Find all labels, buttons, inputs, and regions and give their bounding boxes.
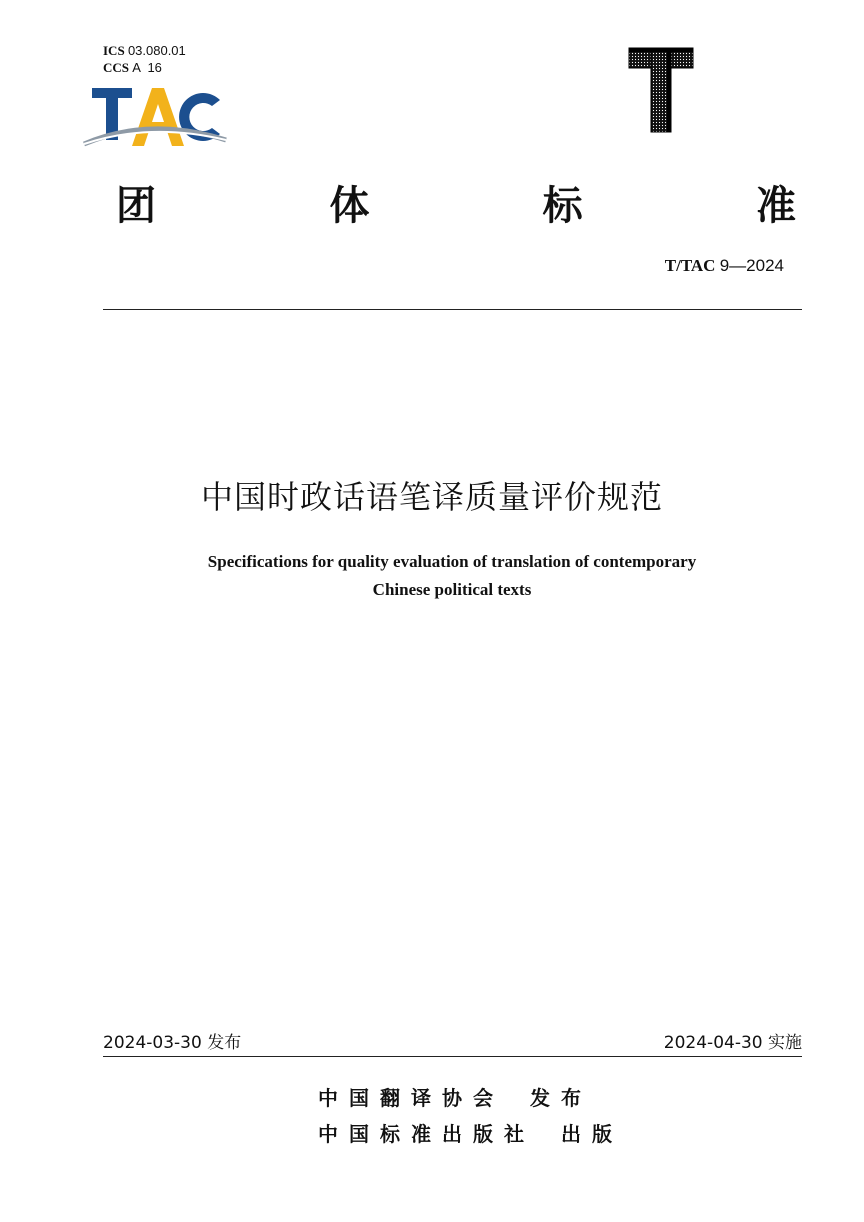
- standard-type-char: 体: [329, 182, 370, 229]
- issuer-name: 中国标准出版社: [318, 1122, 535, 1146]
- ics-label: ICS: [103, 43, 125, 58]
- implementation-date: 2024-04-30 实施: [663, 1033, 802, 1053]
- issuer-role: 发布: [530, 1086, 592, 1110]
- standard-number-prefix: T/TAC: [664, 256, 716, 275]
- issuer-name: 中国翻译协会: [318, 1086, 504, 1110]
- issuer-role: 出版: [561, 1122, 623, 1146]
- tac-logo: [80, 82, 230, 152]
- release-date: 2024-03-30 发布: [103, 1033, 242, 1053]
- issuer-row: [318, 1118, 623, 1147]
- issuer-row: [318, 1082, 592, 1111]
- title-english-line: Specifications for quality evaluation of translation of contemporary: [207, 552, 697, 571]
- standard-type-char: 标: [542, 182, 583, 229]
- top-divider: [103, 309, 802, 310]
- standard-number: [665, 256, 784, 276]
- ccs-code: A 16: [132, 60, 162, 75]
- title-english: [0, 548, 864, 604]
- standard-number-value: 9—2024: [719, 256, 784, 275]
- classification-codes: [103, 42, 186, 76]
- standard-type-heading: [116, 172, 796, 232]
- type-letter-t: [625, 40, 697, 136]
- standard-type-char: 准: [755, 182, 796, 229]
- title-chinese: 中国时政话语笔译质量评价规范: [200, 478, 663, 516]
- bottom-divider: [103, 1056, 802, 1057]
- ccs-label: CCS: [103, 60, 130, 75]
- standard-type-char: 团: [116, 182, 156, 229]
- title-english-line: Chinese political texts: [372, 580, 532, 599]
- ics-code: 03.080.01: [127, 43, 186, 58]
